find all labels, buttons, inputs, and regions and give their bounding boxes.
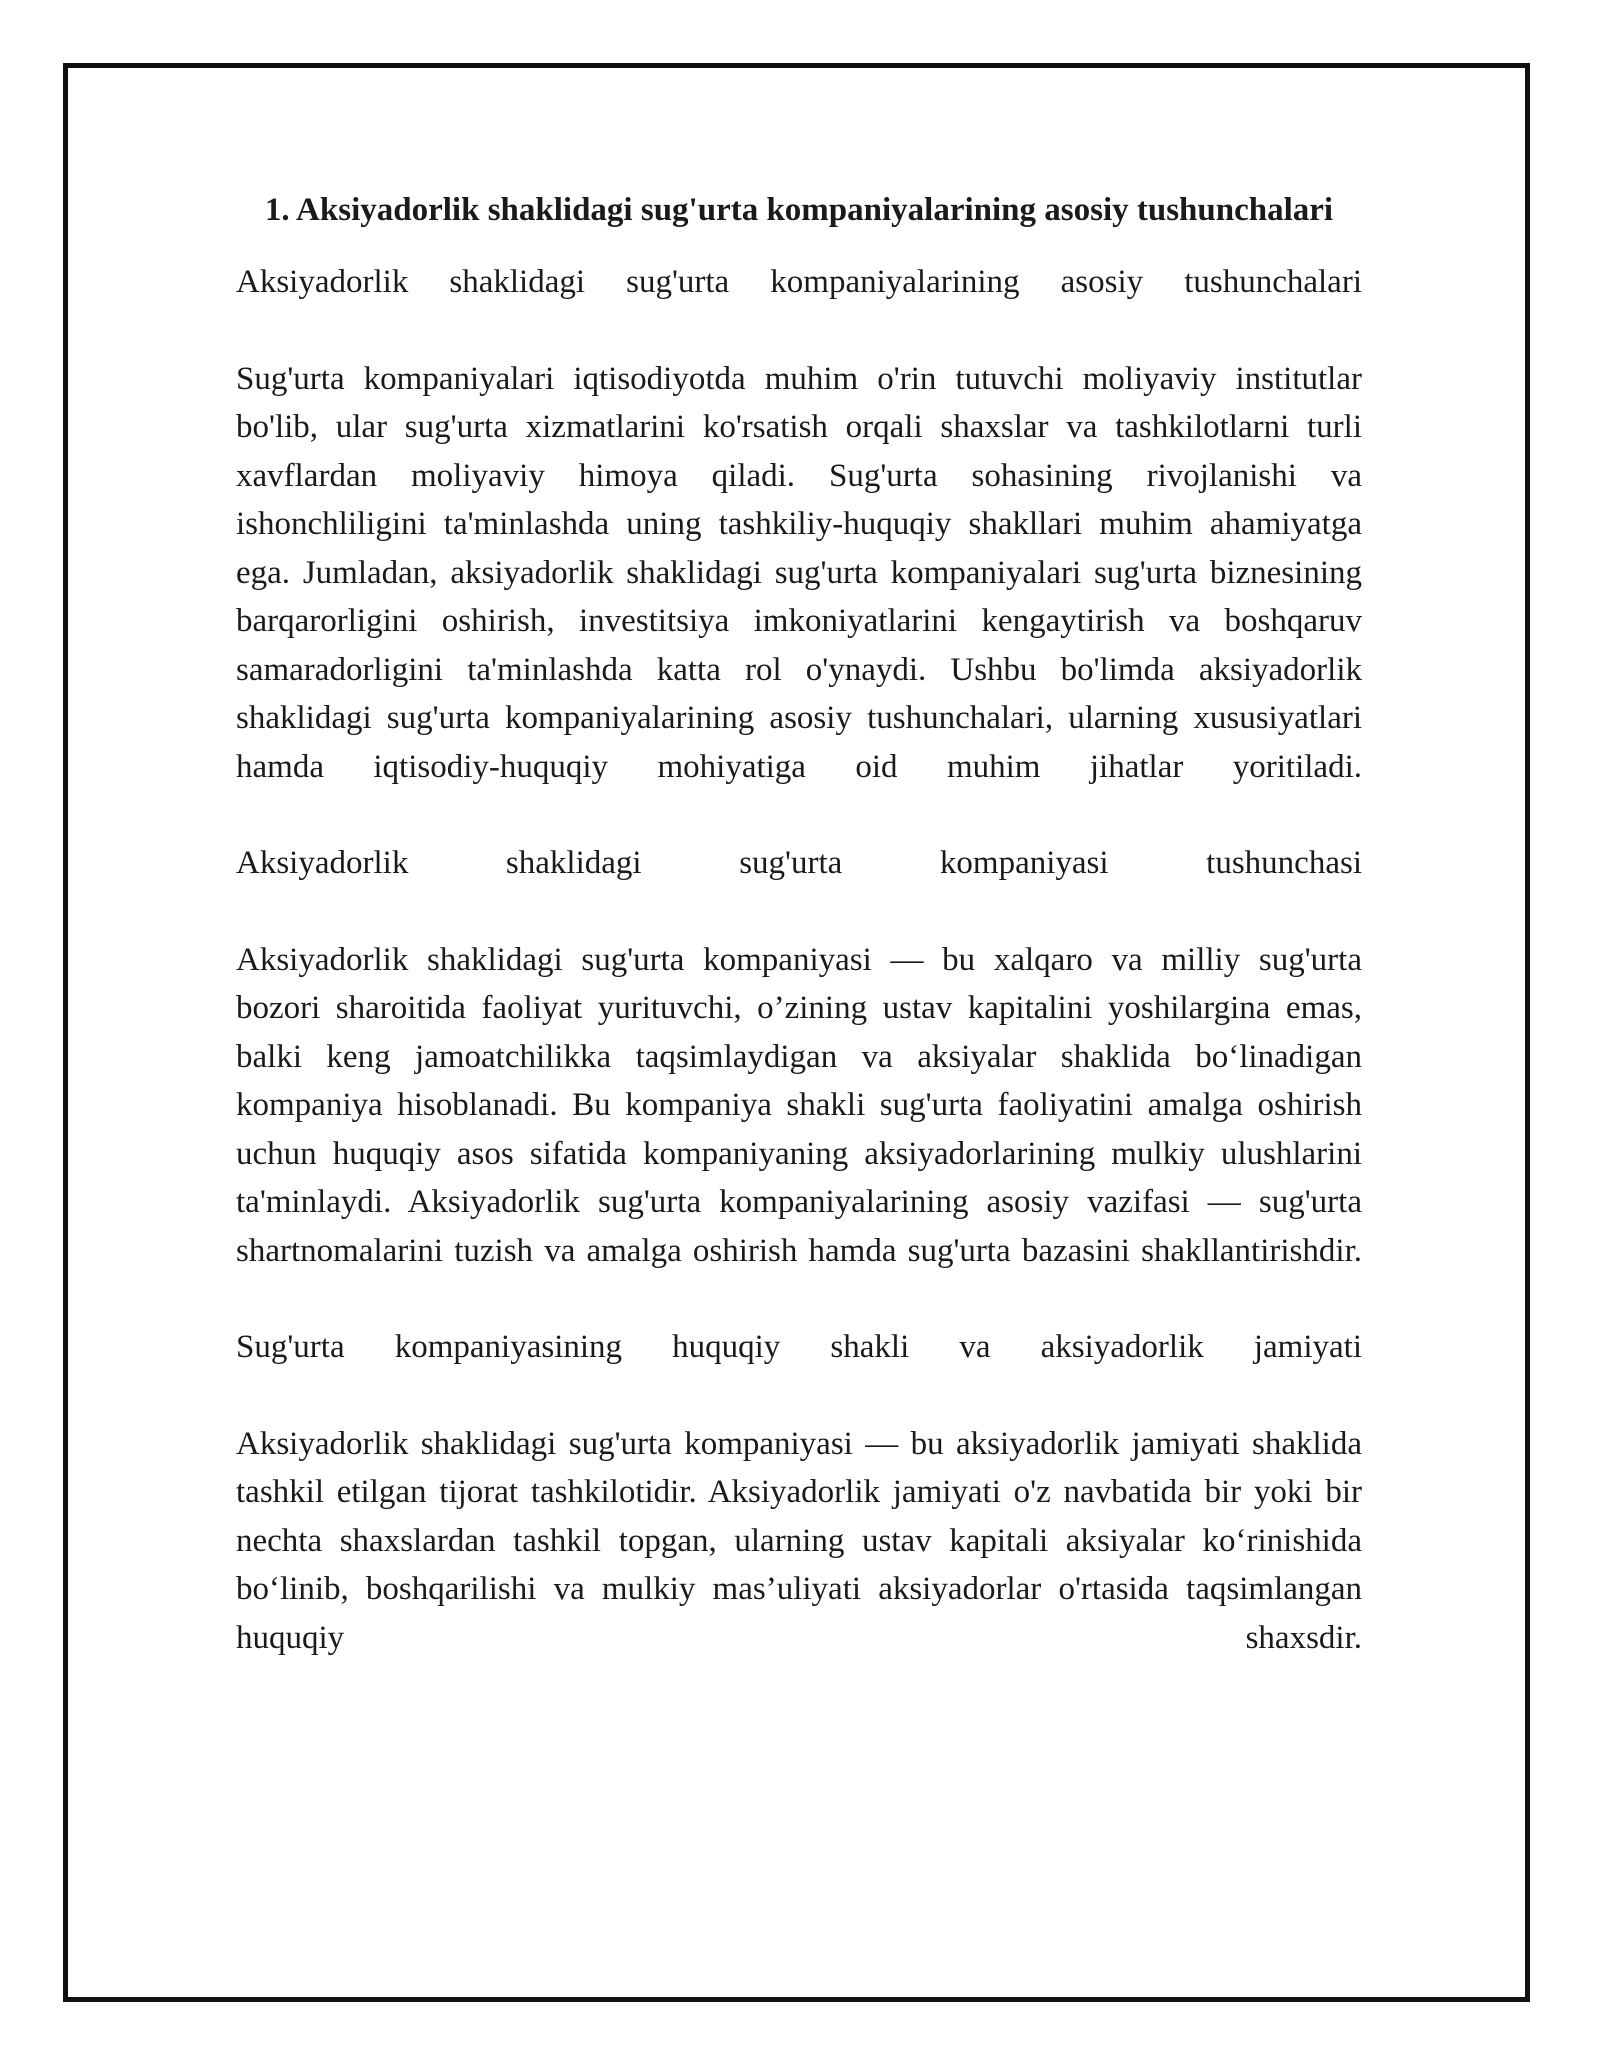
document-title: 1. Aksiyadorlik shaklidagi sug'urta kompaniyalarining asosiy tushunchalari <box>264 192 1334 228</box>
document-body <box>236 186 1362 1710</box>
section-heading-legal-form: Sug'urta kompaniyasining huquqiy shakli va aksiyadorlik jamiyati <box>236 1329 1362 1365</box>
paragraph-intro: Sug'urta kompaniyalari iqtisodiyotda muhim o'rin tutuvchi moliyaviy institutlar bo'lib, ular sug'urta xizmatlarini ko'rsatish orqali shaxslar va tashkilotlarni turli xavflardan moliyaviy himoya qiladi. Sug'urta sohasining rivojlanishi va ishonchliligini ta'minlashda uning tashkiliy-huquqiy shakllari muhim ahamiyatga ega. Jumladan, aksiyadorlik shaklidagi sug'urta kompaniyalari sug'urta biznesining barqarorligini oshirish, investitsiya imkoniyatlarini kengaytirish va boshqaruv samaradorligini ta'minlashda katta rol o'ynaydi. Ushbu bo'limda aksiyadorlik shaklidagi sug'urta kompaniyalarining asosiy tushunchalari, ularning xususiyatlari hamda iqtisodiy-huquqiy mohiyatiga oid muhim jihatlar yoritiladi. <box>236 360 1362 785</box>
section-heading-intro: Aksiyadorlik shaklidagi sug'urta kompaniyalarining asosiy tushunchalari <box>236 264 1362 300</box>
paragraph-legal-form: Aksiyadorlik shaklidagi sug'urta kompaniyasi — bu aksiyadorlik jamiyati shaklida tashkil etilgan tijorat tashkilotidir. Aksiyadorlik jamiyati o'z navbatida bir yoki bir nechta shaxslardan tashkil topgan, ularning ustav kapitali aksiyalar ko‘rinishida bo‘linib, boshqarilishi va mulkiy mas’uliyati aksiyadorlar o'rtasida taqsimlangan huquqiy shaxsdir. <box>236 1425 1362 1656</box>
section-heading-concept: Aksiyadorlik shaklidagi sug'urta kompaniyasi tushunchasi <box>236 845 1362 881</box>
paragraph-concept: Aksiyadorlik shaklidagi sug'urta kompaniyasi — bu xalqaro va milliy sug'urta bozori sharoitida faoliyat yurituvchi, o’zining ustav kapitalini yoshilargina emas, balki keng jamoatchilikka taqsimlaydigan va aksiyalar shaklida bo‘linadigan kompaniya hisoblanadi. Bu kompaniya shakli sug'urta faoliyatini amalga oshirish uchun huquqiy asos sifatida kompaniyaning aksiyadorlarining mulkiy ulushlarini ta'minlaydi. Aksiyadorlik sug'urta kompaniyalarining asosiy vazifasi — sug'urta shartnomalarini tuzish va amalga oshirish hamda sug'urta bazasini shakllantirishdir. <box>236 941 1362 1269</box>
